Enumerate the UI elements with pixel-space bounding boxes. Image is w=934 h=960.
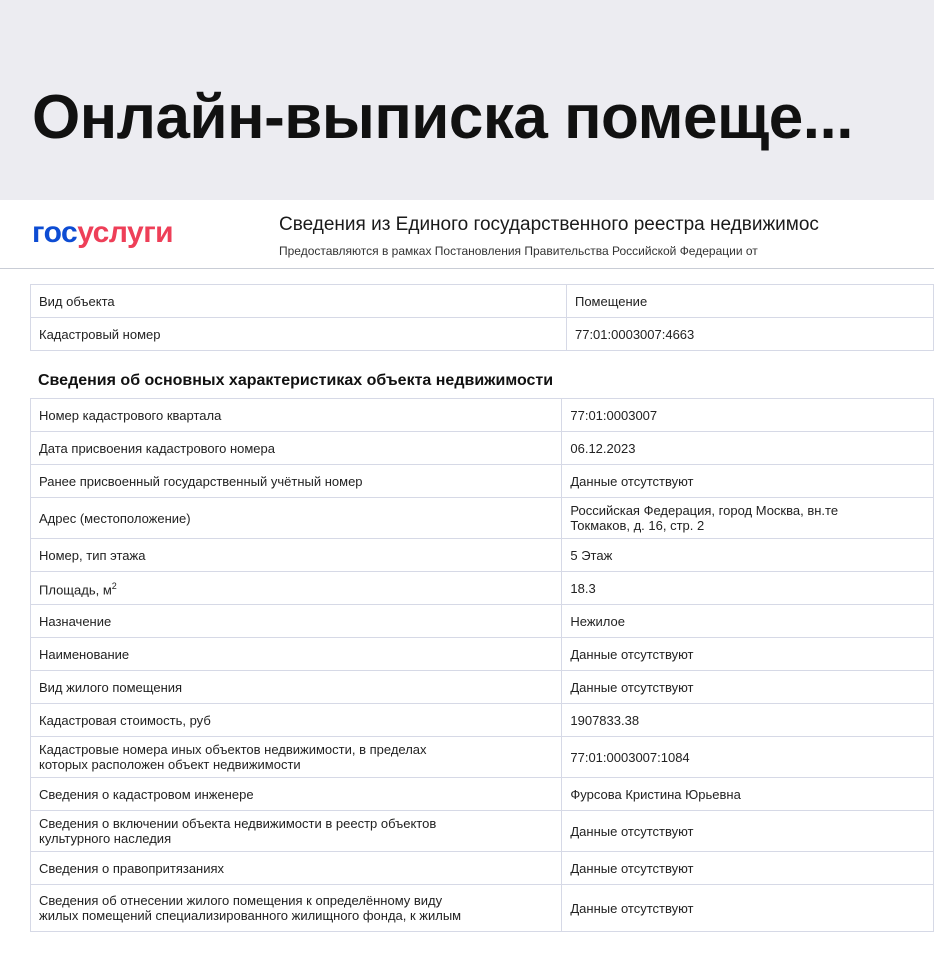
table-row: [31, 498, 934, 539]
gosuslugi-logo: [32, 216, 173, 250]
table-row: [31, 285, 934, 318]
label-line-1: Кадастровые номера иных объектов недвижимости, в пределах: [39, 742, 427, 757]
object-table: [30, 284, 934, 351]
row-label: Назначение: [31, 605, 562, 638]
page-title: Онлайн-выписка помеще...: [32, 83, 853, 152]
table-row: [31, 465, 934, 498]
area-unit-superscript: 2: [111, 580, 117, 591]
row-label: Наименование: [31, 638, 562, 671]
logo-part-uslugi: услуги: [77, 216, 174, 249]
row-value: Данные отсутствуют: [562, 465, 934, 498]
address-line-1: Российская Федерация, город Москва, вн.те: [570, 503, 839, 518]
row-label: Сведения о правопритязаниях: [31, 852, 562, 885]
row-value: Данные отсутствуют: [562, 852, 934, 885]
label-line-1: Сведения об отнесении жилого помещения к определённому виду: [39, 893, 443, 908]
row-value: Помещение: [566, 285, 933, 318]
document-subtitle: Предоставляются в рамках Постановления Правительства Российской Федерации от: [279, 244, 758, 258]
table-row: [31, 737, 934, 778]
label-line-1: Сведения о включении объекта недвижимости в реестр объектов: [39, 816, 437, 831]
table-row: [31, 778, 934, 811]
row-value: Данные отсутствуют: [562, 671, 934, 704]
table-row: [31, 318, 934, 351]
table-row: [31, 539, 934, 572]
row-value: 77:01:0003007:1084: [562, 737, 934, 778]
row-label: Номер кадастрового квартала: [31, 399, 562, 432]
row-value: Данные отсутствуют: [562, 638, 934, 671]
row-value: Данные отсутствуют: [562, 811, 934, 852]
label-line-2: жилых помещений специализированного жилищного фонда, к жилым: [39, 908, 462, 923]
registry-extract-document: [0, 200, 934, 960]
row-label: Кадастровая стоимость, руб: [31, 704, 562, 737]
table-row: [31, 638, 934, 671]
table-row: [31, 852, 934, 885]
table-row: [31, 432, 934, 465]
row-value: Нежилое: [562, 605, 934, 638]
row-label: Ранее присвоенный государственный учётный номер: [31, 465, 562, 498]
document-header: [0, 200, 934, 269]
row-value: 77:01:0003007: [562, 399, 934, 432]
section-heading: Сведения об основных характеристиках объекта недвижимости: [38, 372, 554, 389]
row-label: Дата присвоения кадастрового номера: [31, 432, 562, 465]
row-label: Вид объекта: [31, 285, 567, 318]
row-label: [31, 885, 562, 932]
characteristics-table: [30, 398, 934, 932]
row-value: 5 Этаж: [562, 539, 934, 572]
row-label: Кадастровый номер: [31, 318, 567, 351]
label-line-2: культурного наследия: [39, 831, 172, 846]
row-value: 77:01:0003007:4663: [566, 318, 933, 351]
row-value: 06.12.2023: [562, 432, 934, 465]
table-row: [31, 885, 934, 932]
document-title: Сведения из Единого государственного реестра недвижимос: [279, 214, 819, 235]
table-row: [31, 399, 934, 432]
address-line-2: Токмаков, д. 16, стр. 2: [570, 518, 705, 533]
logo-part-gos: гос: [32, 216, 78, 249]
area-label: Площадь, м: [39, 582, 112, 598]
table-row: [31, 671, 934, 704]
row-label: Адрес (местоположение): [31, 498, 562, 539]
row-value: Фурсова Кристина Юрьевна: [562, 778, 934, 811]
table-row: [31, 704, 934, 737]
title-band: [0, 0, 934, 200]
table-row: [31, 572, 934, 605]
label-line-2: которых расположен объект недвижимости: [39, 757, 301, 772]
row-value: [562, 498, 934, 539]
table-row: [31, 605, 934, 638]
row-label: Вид жилого помещения: [31, 671, 562, 704]
row-label: [31, 572, 562, 605]
row-value: 18.3: [562, 572, 934, 605]
row-label: Сведения о кадастровом инженере: [31, 778, 562, 811]
row-value: 1907833.38: [562, 704, 934, 737]
row-label: [31, 737, 562, 778]
row-label: Номер, тип этажа: [31, 539, 562, 572]
table-row: [31, 811, 934, 852]
row-value: Данные отсутствуют: [562, 885, 934, 932]
row-label: [31, 811, 562, 852]
